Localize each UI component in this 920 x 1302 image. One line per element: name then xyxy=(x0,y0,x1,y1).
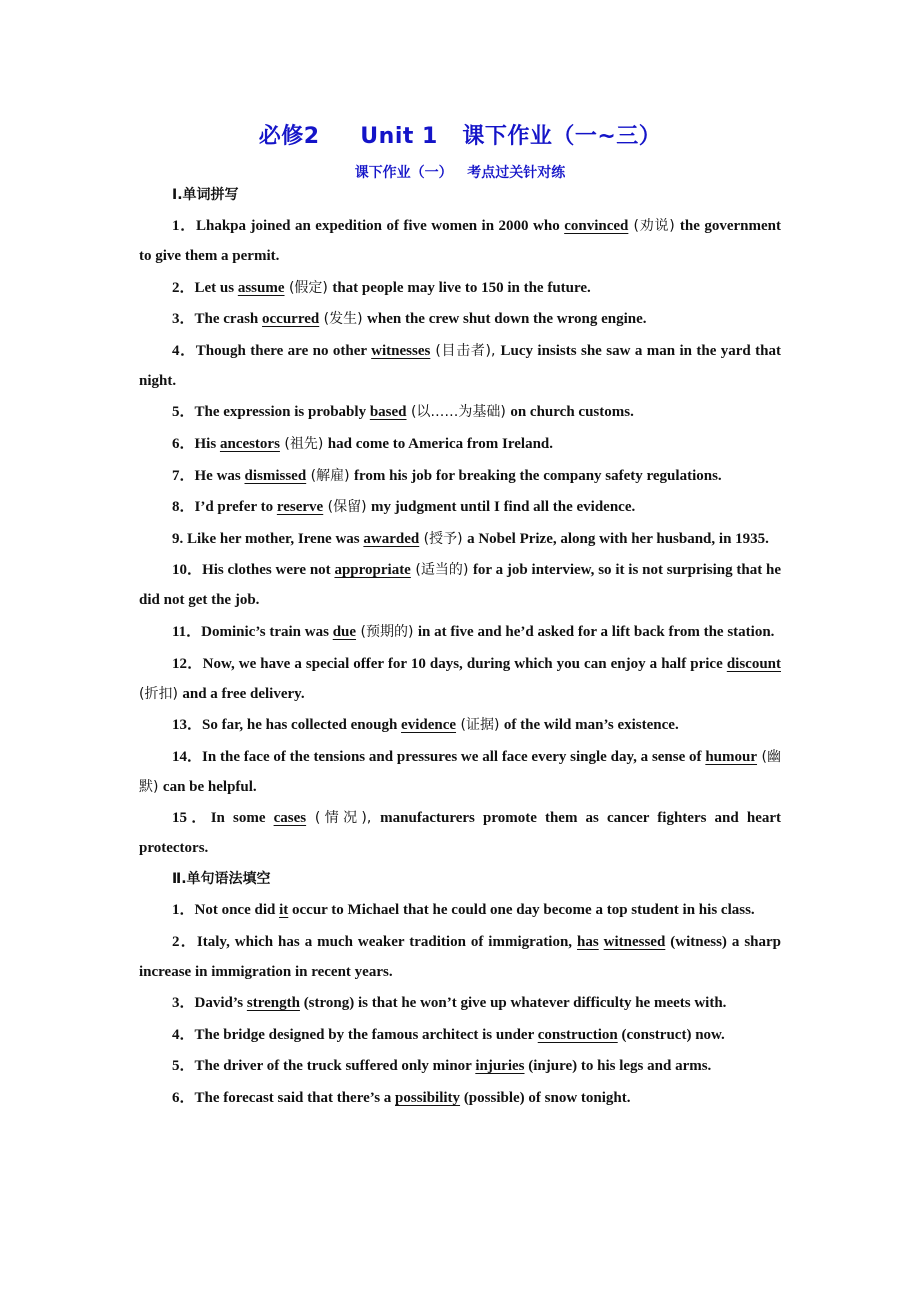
chinese-hint: (预期的) xyxy=(356,623,418,640)
item-text: 8．I’d prefer to xyxy=(172,499,277,516)
item-text: my judgment until I find all the evidence. xyxy=(371,499,636,516)
exercise-item xyxy=(139,461,781,491)
exercise-item xyxy=(139,492,781,522)
exercise-content xyxy=(139,181,781,1114)
item-text: 3．The crash xyxy=(172,311,263,328)
item-text: (injure) to his legs and arms. xyxy=(524,1058,712,1075)
page-title: 必修2 Unit 1 课下作业（一~三） xyxy=(258,124,662,149)
exercise-item xyxy=(139,211,781,271)
item-text: from his job for breaking the company safety regulations. xyxy=(354,467,722,484)
answer-blank: possibility xyxy=(395,1089,461,1106)
exercise-item xyxy=(139,988,781,1018)
chinese-hint: (发生) xyxy=(319,311,368,328)
item-text: the government to give them a permit. xyxy=(139,218,781,264)
item-text: 5．The driver of the truck suffered only minor xyxy=(172,1058,476,1075)
item-text: 12．Now, we have a special offer for 10 days, during which you can enjoy a half price xyxy=(172,655,727,672)
item-text: for a job interview, so it is not surprising that he did not get the job. xyxy=(139,562,781,609)
exercise-item xyxy=(139,524,781,554)
item-text: on church customs. xyxy=(510,404,634,421)
item-text: had come to America from Ireland. xyxy=(327,435,554,452)
item-text: Lucy insists she saw a man in the yard that night. xyxy=(139,342,781,389)
item-text: 2．Let us xyxy=(172,279,238,296)
answer-blank: has xyxy=(577,933,599,950)
item-text: 4．The bridge designed by the famous architect is under xyxy=(172,1026,538,1043)
item-text: in at five and he’d asked for a lift back from the station. xyxy=(417,623,775,640)
item-text: manufacturers promote them as cancer fighters and heart protectors. xyxy=(139,810,782,857)
item-text: that people may live to 150 in the future. xyxy=(332,279,591,296)
answer-blank: humour xyxy=(705,748,758,765)
answer-blank: convinced xyxy=(564,218,629,234)
exercise-item xyxy=(139,304,781,334)
item-text: 10．His clothes were not xyxy=(172,562,335,579)
section-heading-word-spelling: Ⅰ.单词拼写 xyxy=(172,187,239,203)
chinese-hint: (劝说) xyxy=(628,218,680,234)
chinese-hint: (保留) xyxy=(323,499,372,516)
exercise-item xyxy=(139,742,781,802)
item-text: (possible) of snow tonight. xyxy=(460,1089,631,1106)
item-text: 11．Dominic’s train was xyxy=(172,623,333,640)
item-text: 4．Though there are no other xyxy=(172,342,372,359)
item-text: 15．In some xyxy=(172,810,274,827)
item-text: can be helpful. xyxy=(162,778,257,795)
item-text: 3．David’s xyxy=(172,995,247,1012)
answer-blank: assume xyxy=(237,279,285,296)
item-text: occur to Michael that he could one day become a top student in his class. xyxy=(288,901,755,918)
answer-blank: discount xyxy=(726,655,781,672)
item-text: 1．Lhakpa joined an expedition of five women in 2000 who xyxy=(172,218,565,234)
exercise-item xyxy=(139,1020,781,1050)
chinese-hint: (情况), xyxy=(306,810,381,827)
page-subtitle: 课下作业（一） 考点过关针对练 xyxy=(354,165,566,181)
exercise-item xyxy=(139,927,781,987)
exercise-item xyxy=(139,429,781,459)
exercise-item xyxy=(139,649,781,709)
answer-blank: awarded xyxy=(363,530,420,547)
item-text: 13．So far, he has collected enough xyxy=(172,717,402,734)
exercise-item xyxy=(139,895,781,925)
item-text: and a free delivery. xyxy=(182,685,305,702)
section-heading-grammar-fill: Ⅱ.单句语法填空 xyxy=(172,870,271,887)
item-text: (construct) now. xyxy=(617,1026,725,1043)
answer-blank: evidence xyxy=(401,717,457,734)
answer-blank: witnesses xyxy=(371,342,431,359)
exercise-item xyxy=(139,1083,781,1113)
item-text: 2．Italy, which has a much weaker tradition of immigration, xyxy=(172,933,577,950)
chinese-hint: (幽默) xyxy=(139,748,782,795)
answer-blank: reserve xyxy=(276,499,324,516)
answer-blank: due xyxy=(332,623,357,640)
item-text: when the crew shut down the wrong engine. xyxy=(367,311,647,328)
answer-blank: ancestors xyxy=(219,435,280,452)
exercise-item xyxy=(139,617,781,647)
chinese-hint: (授予) xyxy=(419,530,468,547)
item-text: (witness) a sharp increase in immigration in recent years. xyxy=(139,933,781,980)
chinese-hint: (解雇) xyxy=(306,467,355,484)
item-text: 6．The forecast said that there’s a xyxy=(172,1089,396,1106)
item-text: 14．In the face of the tensions and pressures we all face every single day, a sense of xyxy=(172,748,706,765)
item-text: 9. Like her mother, Irene was xyxy=(172,530,364,547)
answer-blank: strength xyxy=(246,995,300,1012)
item-text: 7．He was xyxy=(172,467,245,484)
item-text: 6．His xyxy=(172,435,220,452)
answer-blank: injuries xyxy=(475,1058,525,1075)
answer-blank: dismissed xyxy=(244,467,307,484)
chinese-hint: (以……为基础) xyxy=(406,404,511,421)
exercise-item xyxy=(139,1051,781,1081)
item-text: 1．Not once did xyxy=(172,901,280,918)
answer-blank: occurred xyxy=(262,311,320,328)
chinese-hint: (假定) xyxy=(284,279,333,296)
exercise-item xyxy=(139,710,781,740)
answer-blank: it xyxy=(279,901,289,918)
chinese-hint: (目击者), xyxy=(430,342,501,359)
exercise-item xyxy=(139,555,781,615)
item-text: a Nobel Prize, along with her husband, in 1935. xyxy=(467,530,769,547)
exercise-item xyxy=(139,397,781,427)
item-text: (strong) is that he won’t give up whatever difficulty he meets with. xyxy=(299,995,727,1012)
exercise-item xyxy=(139,803,781,863)
item-text: of the wild man’s existence. xyxy=(503,717,679,734)
item-text: 5．The expression is probably xyxy=(172,404,370,421)
answer-blank: construction xyxy=(537,1026,618,1043)
exercise-item xyxy=(139,336,781,396)
answer-blank: based xyxy=(369,404,407,421)
chinese-hint: (祖先) xyxy=(279,435,328,452)
chinese-hint: (适当的) xyxy=(410,562,473,579)
chinese-hint: (证据) xyxy=(456,717,504,734)
answer-blank: witnessed xyxy=(603,933,666,950)
answer-blank: cases xyxy=(273,810,307,827)
chinese-hint: (折扣) xyxy=(139,685,183,702)
exercise-item xyxy=(139,273,781,303)
answer-blank: appropriate xyxy=(334,562,411,579)
